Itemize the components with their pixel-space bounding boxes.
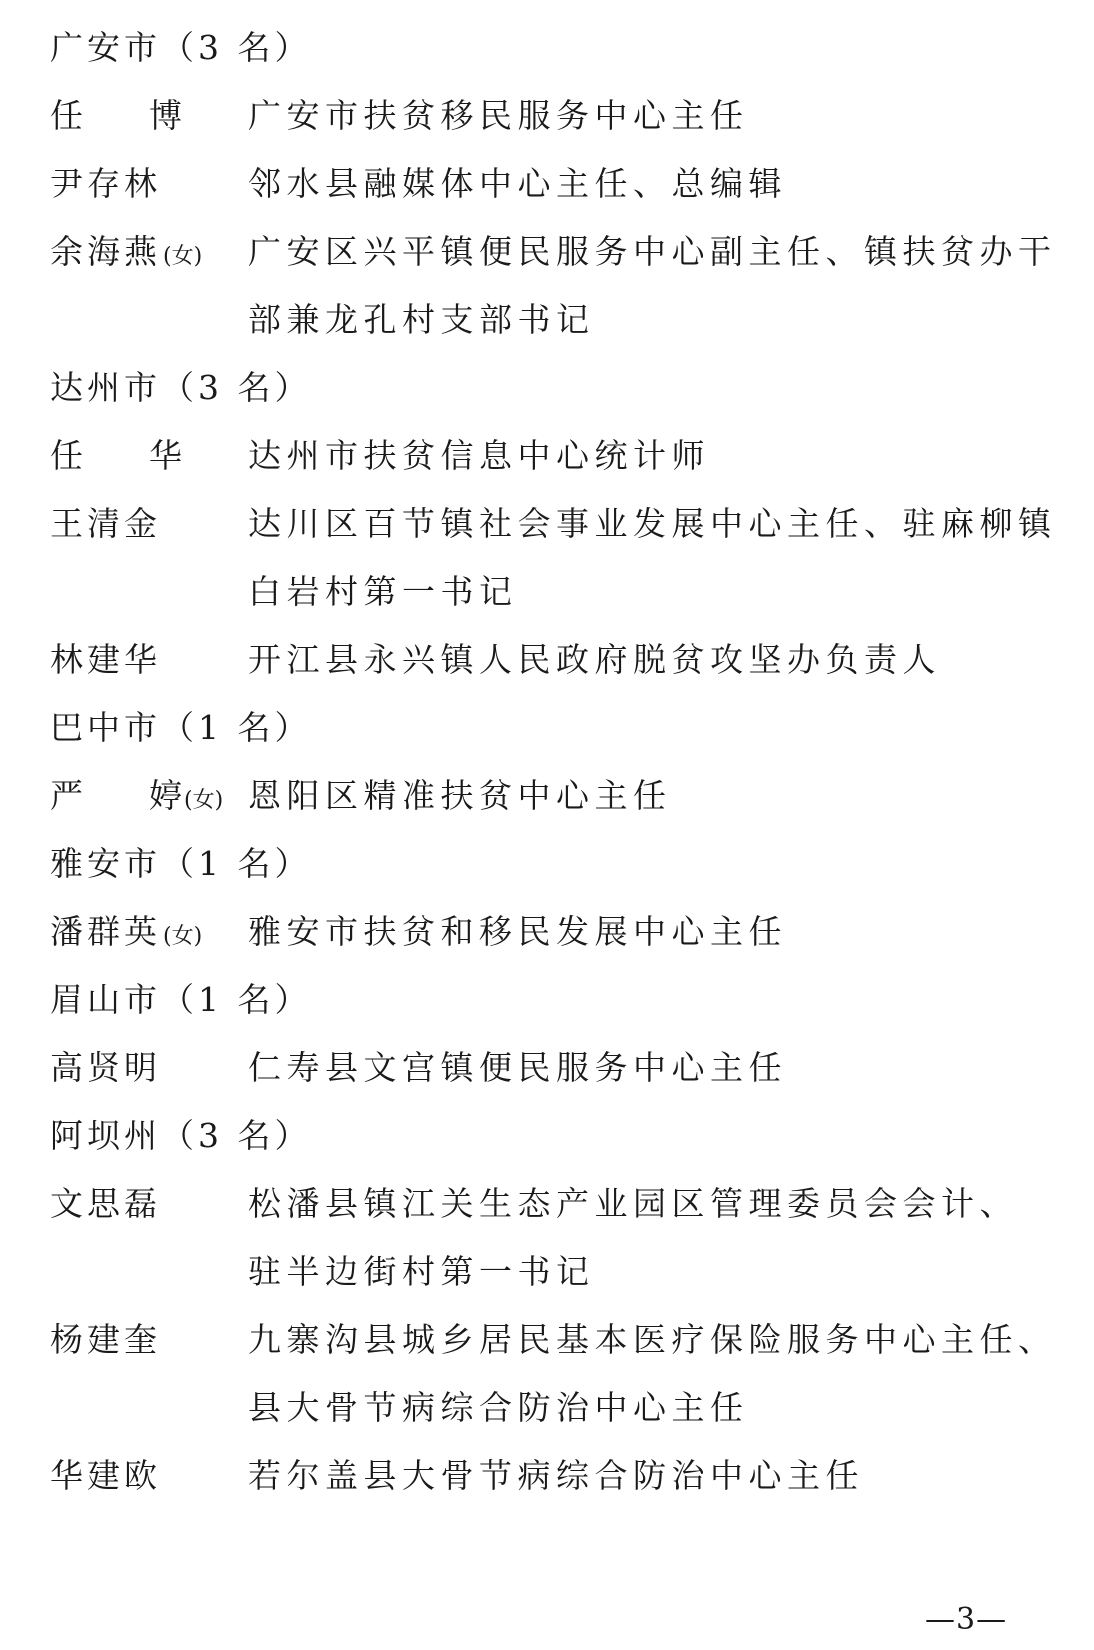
list-item <box>50 1170 1060 1238</box>
person-title: 雅安市扶贫和移民发展中心主任 <box>248 912 787 951</box>
region-heading: 眉山市（1 名） <box>50 980 312 1019</box>
region-heading: 广安市（3 名） <box>50 28 312 67</box>
region-heading: 巴中市（1 名） <box>50 708 312 747</box>
list-item <box>50 1442 1060 1510</box>
person-name: 文思磊 <box>50 1184 161 1223</box>
person-title: 若尔盖县大骨节病综合防治中心主任 <box>248 1456 864 1495</box>
person-name: 华建欧 <box>50 1456 161 1495</box>
person-title: 九寨沟县城乡居民基本医疗保险服务中心主任、 <box>248 1320 1057 1359</box>
person-name: 高贤明 <box>50 1048 161 1087</box>
person-title: 邻水县融媒体中心主任、总编辑 <box>248 164 787 203</box>
list-item-continuation <box>50 1238 1060 1306</box>
document-body <box>50 14 1060 1510</box>
region-heading: 雅安市（1 名） <box>50 844 312 883</box>
list-item-continuation <box>50 286 1060 354</box>
person-title: 达州市扶贫信息中心统计师 <box>248 436 710 475</box>
person-title: 开江县永兴镇人民政府脱贫攻坚办负责人 <box>248 640 941 679</box>
person-name: 余海燕(女) <box>50 232 203 271</box>
list-item <box>50 422 1060 490</box>
list-item <box>50 898 1060 966</box>
person-title: 白岩村第一书记 <box>248 572 518 611</box>
person-name: 林建华 <box>50 640 161 679</box>
person-title: 广安市扶贫移民服务中心主任 <box>248 96 749 135</box>
person-name: 王清金 <box>50 504 161 543</box>
person-name: 严 婷(女) <box>50 776 224 815</box>
female-mark: (女) <box>163 924 203 949</box>
list-item <box>50 490 1060 558</box>
female-mark: (女) <box>163 244 203 269</box>
page-number: —3— <box>925 1602 1008 1637</box>
person-title: 仁寿县文宫镇便民服务中心主任 <box>248 1048 787 1087</box>
person-name: 潘群英(女) <box>50 912 203 951</box>
person-name: 尹存林 <box>50 164 161 203</box>
list-item <box>50 626 1060 694</box>
person-name: 任 华 <box>50 436 182 475</box>
region-heading: 达州市（3 名） <box>50 368 312 407</box>
list-item <box>50 150 1060 218</box>
female-mark: (女) <box>184 788 224 813</box>
person-title: 广安区兴平镇便民服务中心副主任、镇扶贫办干 <box>248 232 1057 271</box>
list-item-continuation <box>50 558 1060 626</box>
list-item <box>50 82 1060 150</box>
person-title: 达川区百节镇社会事业发展中心主任、驻麻柳镇 <box>248 504 1057 543</box>
region-heading: 阿坝州（3 名） <box>50 1116 312 1155</box>
person-name: 杨建奎 <box>50 1320 161 1359</box>
list-item <box>50 1306 1060 1374</box>
person-title: 驻半边街村第一书记 <box>248 1252 595 1291</box>
list-item <box>50 762 1060 830</box>
list-item-continuation <box>50 1374 1060 1442</box>
list-item <box>50 1034 1060 1102</box>
person-title: 县大骨节病综合防治中心主任 <box>248 1388 749 1427</box>
list-item <box>50 218 1060 286</box>
person-title: 恩阳区精准扶贫中心主任 <box>248 776 672 815</box>
person-name: 任 博 <box>50 96 182 135</box>
person-title: 松潘县镇江关生态产业园区管理委员会会计、 <box>248 1184 1018 1223</box>
person-title: 部兼龙孔村支部书记 <box>248 300 595 339</box>
